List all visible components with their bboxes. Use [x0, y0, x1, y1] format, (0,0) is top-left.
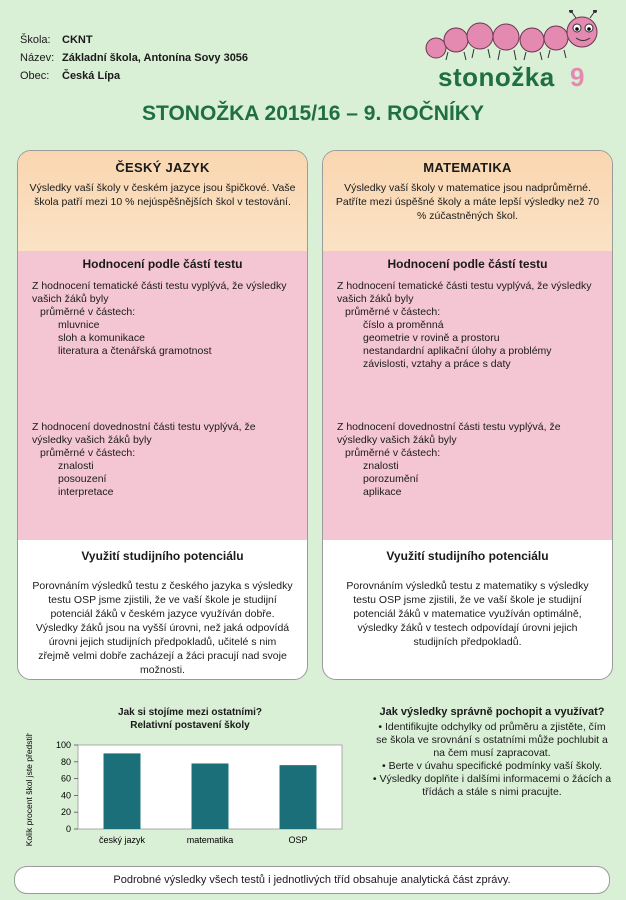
bar-chart-svg [20, 733, 350, 863]
caterpillar-icon [418, 10, 608, 70]
czech-skills-level: průměrné v částech: [40, 447, 136, 459]
y-tick-label: 60 [60, 773, 71, 784]
math-skills-item: aplikace [363, 486, 402, 498]
math-skills-intro: Z hodnocení dovednostní části testu vyplývá, že výsledky vašich žáků byly [337, 421, 561, 446]
advice-item: • Výsledky doplňte i dalšími informacemi o žácích a třídách a stále s nimi pracujte. [372, 773, 612, 798]
czech-thematic-item: mluvnice [58, 319, 100, 331]
y-tick-label: 40 [60, 790, 71, 801]
y-tick-label: 20 [60, 807, 71, 818]
bar [192, 763, 229, 829]
school-value: CKNT [62, 34, 93, 46]
name-value: Základní škola, Antonína Sovy 3056 [62, 52, 249, 64]
advice-item: • Identifikujte odchylky od průměru a zjistěte, čím se škola ve srovnání s ostatními může pochlubit a na čem musí zapracovat. [376, 721, 608, 759]
logo-brand: stonožka [438, 62, 555, 92]
page-title: STONOŽKA 2015/16 – 9. ROČNÍKY [142, 102, 484, 125]
math-skills-level: průměrné v částech: [345, 447, 441, 459]
bar [280, 765, 317, 829]
math-potential-text: Porovnáním výsledků testu z matematiky s výsledky testu OSP jsme zjistili, že ve vaší škole je studijní potenciál žáků v matematice využíván optimálně, výsledky žáků v testech odpovídají úrovni jejich studijních předpokladů. [346, 580, 589, 648]
bar [104, 753, 141, 829]
czech-panel [17, 150, 308, 680]
advice-box [372, 706, 612, 799]
czech-skills-item: znalosti [58, 460, 94, 472]
chart-title-block [40, 706, 340, 732]
x-tick-label: matematika [186, 835, 234, 845]
math-thematic-level: průměrné v částech: [345, 306, 441, 318]
bar-chart [20, 733, 350, 863]
y-tick-label: 80 [60, 756, 71, 767]
chart-subtitle: Relativní postavení školy [130, 720, 250, 731]
y-tick-label: 100 [55, 740, 71, 750]
footer-note: Podrobné výsledky všech testů i jednotlivých tříd obsahuje analytická část zprávy. [14, 866, 610, 894]
school-label: Škola: [20, 34, 51, 46]
czech-heading: ČESKÝ JAZYK [115, 160, 210, 175]
y-axis-label: Kolik procent škol jste předstihli [24, 733, 34, 847]
czech-skills-intro: Z hodnocení dovednostní části testu vyplývá, že výsledky vašich žáků byly [32, 421, 256, 446]
stonozka-logo [418, 10, 608, 100]
x-tick-label: OSP [288, 835, 308, 845]
math-summary: Výsledky vaší školy v matematice jsou nadprůměrné. Patříte mezi úspěšné školy a máte lepší výsledky než 70 % zúčastněných škol. [335, 182, 600, 222]
math-potential-heading: Využití studijního potenciálu [386, 549, 549, 563]
advice-heading: Jak výsledky správně pochopit a využívat? [379, 706, 605, 718]
czech-potential-heading: Využití studijního potenciálu [81, 549, 244, 563]
math-skills-item: porozumění [363, 473, 419, 485]
chart-title: Jak si stojíme mezi ostatními? [118, 707, 262, 718]
math-thematic-item: nestandardní aplikační úlohy a problémy [363, 345, 552, 357]
math-skills-item: znalosti [363, 460, 399, 472]
math-parts-heading: Hodnocení podle částí testu [387, 257, 548, 271]
czech-thematic-item: sloh a komunikace [58, 332, 145, 344]
y-tick-label: 0 [65, 824, 71, 834]
czech-skills-item: interpretace [58, 486, 114, 498]
town-label: Obec: [20, 70, 50, 82]
math-thematic-item: závislosti, vztahy a práce s daty [363, 358, 511, 370]
advice-item: • Berte v úvahu specifické podmínky vaší školy. [382, 760, 602, 772]
czech-parts-heading: Hodnocení podle částí testu [82, 257, 243, 271]
math-heading: MATEMATIKA [423, 160, 512, 175]
czech-thematic-item: literatura a čtenářská gramotnost [58, 345, 212, 357]
math-panel [322, 150, 613, 680]
name-label: Název: [20, 52, 55, 64]
czech-skills-item: posouzení [58, 473, 107, 485]
czech-potential-text: Porovnáním výsledků testu z českého jazyka s výsledky testu OSP jsme zjistili, že ve vaší škole je studijní potenciál žáků v českém jazyce využíván dobře. Výsledky žáků jsou na vyšší úrovni, než jaká odpovídá úrovni jejich studijních předpokladů, učitelé s nim zřejmě velmi dobře zacházejí a žáci pracují nad svoje možnosti. [32, 580, 293, 676]
town-value: Česká Lípa [62, 70, 121, 82]
school-info [20, 31, 248, 85]
math-thematic-item: číslo a proměnná [363, 319, 444, 331]
math-thematic-intro: Z hodnocení tematické části testu vyplývá, že výsledky vašich žáků byly [337, 280, 592, 305]
czech-summary: Výsledky vaší školy v českém jazyce jsou špičkové. Vaše škola patří mezi 10 % nejúspěšnějších škol v testování. [29, 182, 296, 208]
czech-thematic-intro: Z hodnocení tematické části testu vyplývá, že výsledky vašich žáků byly [32, 280, 287, 305]
math-thematic-item: geometrie v rovině a prostoru [363, 332, 500, 344]
logo-number: 9 [570, 62, 585, 92]
czech-thematic-level: průměrné v částech: [40, 306, 136, 318]
x-tick-label: český jazyk [98, 835, 146, 845]
